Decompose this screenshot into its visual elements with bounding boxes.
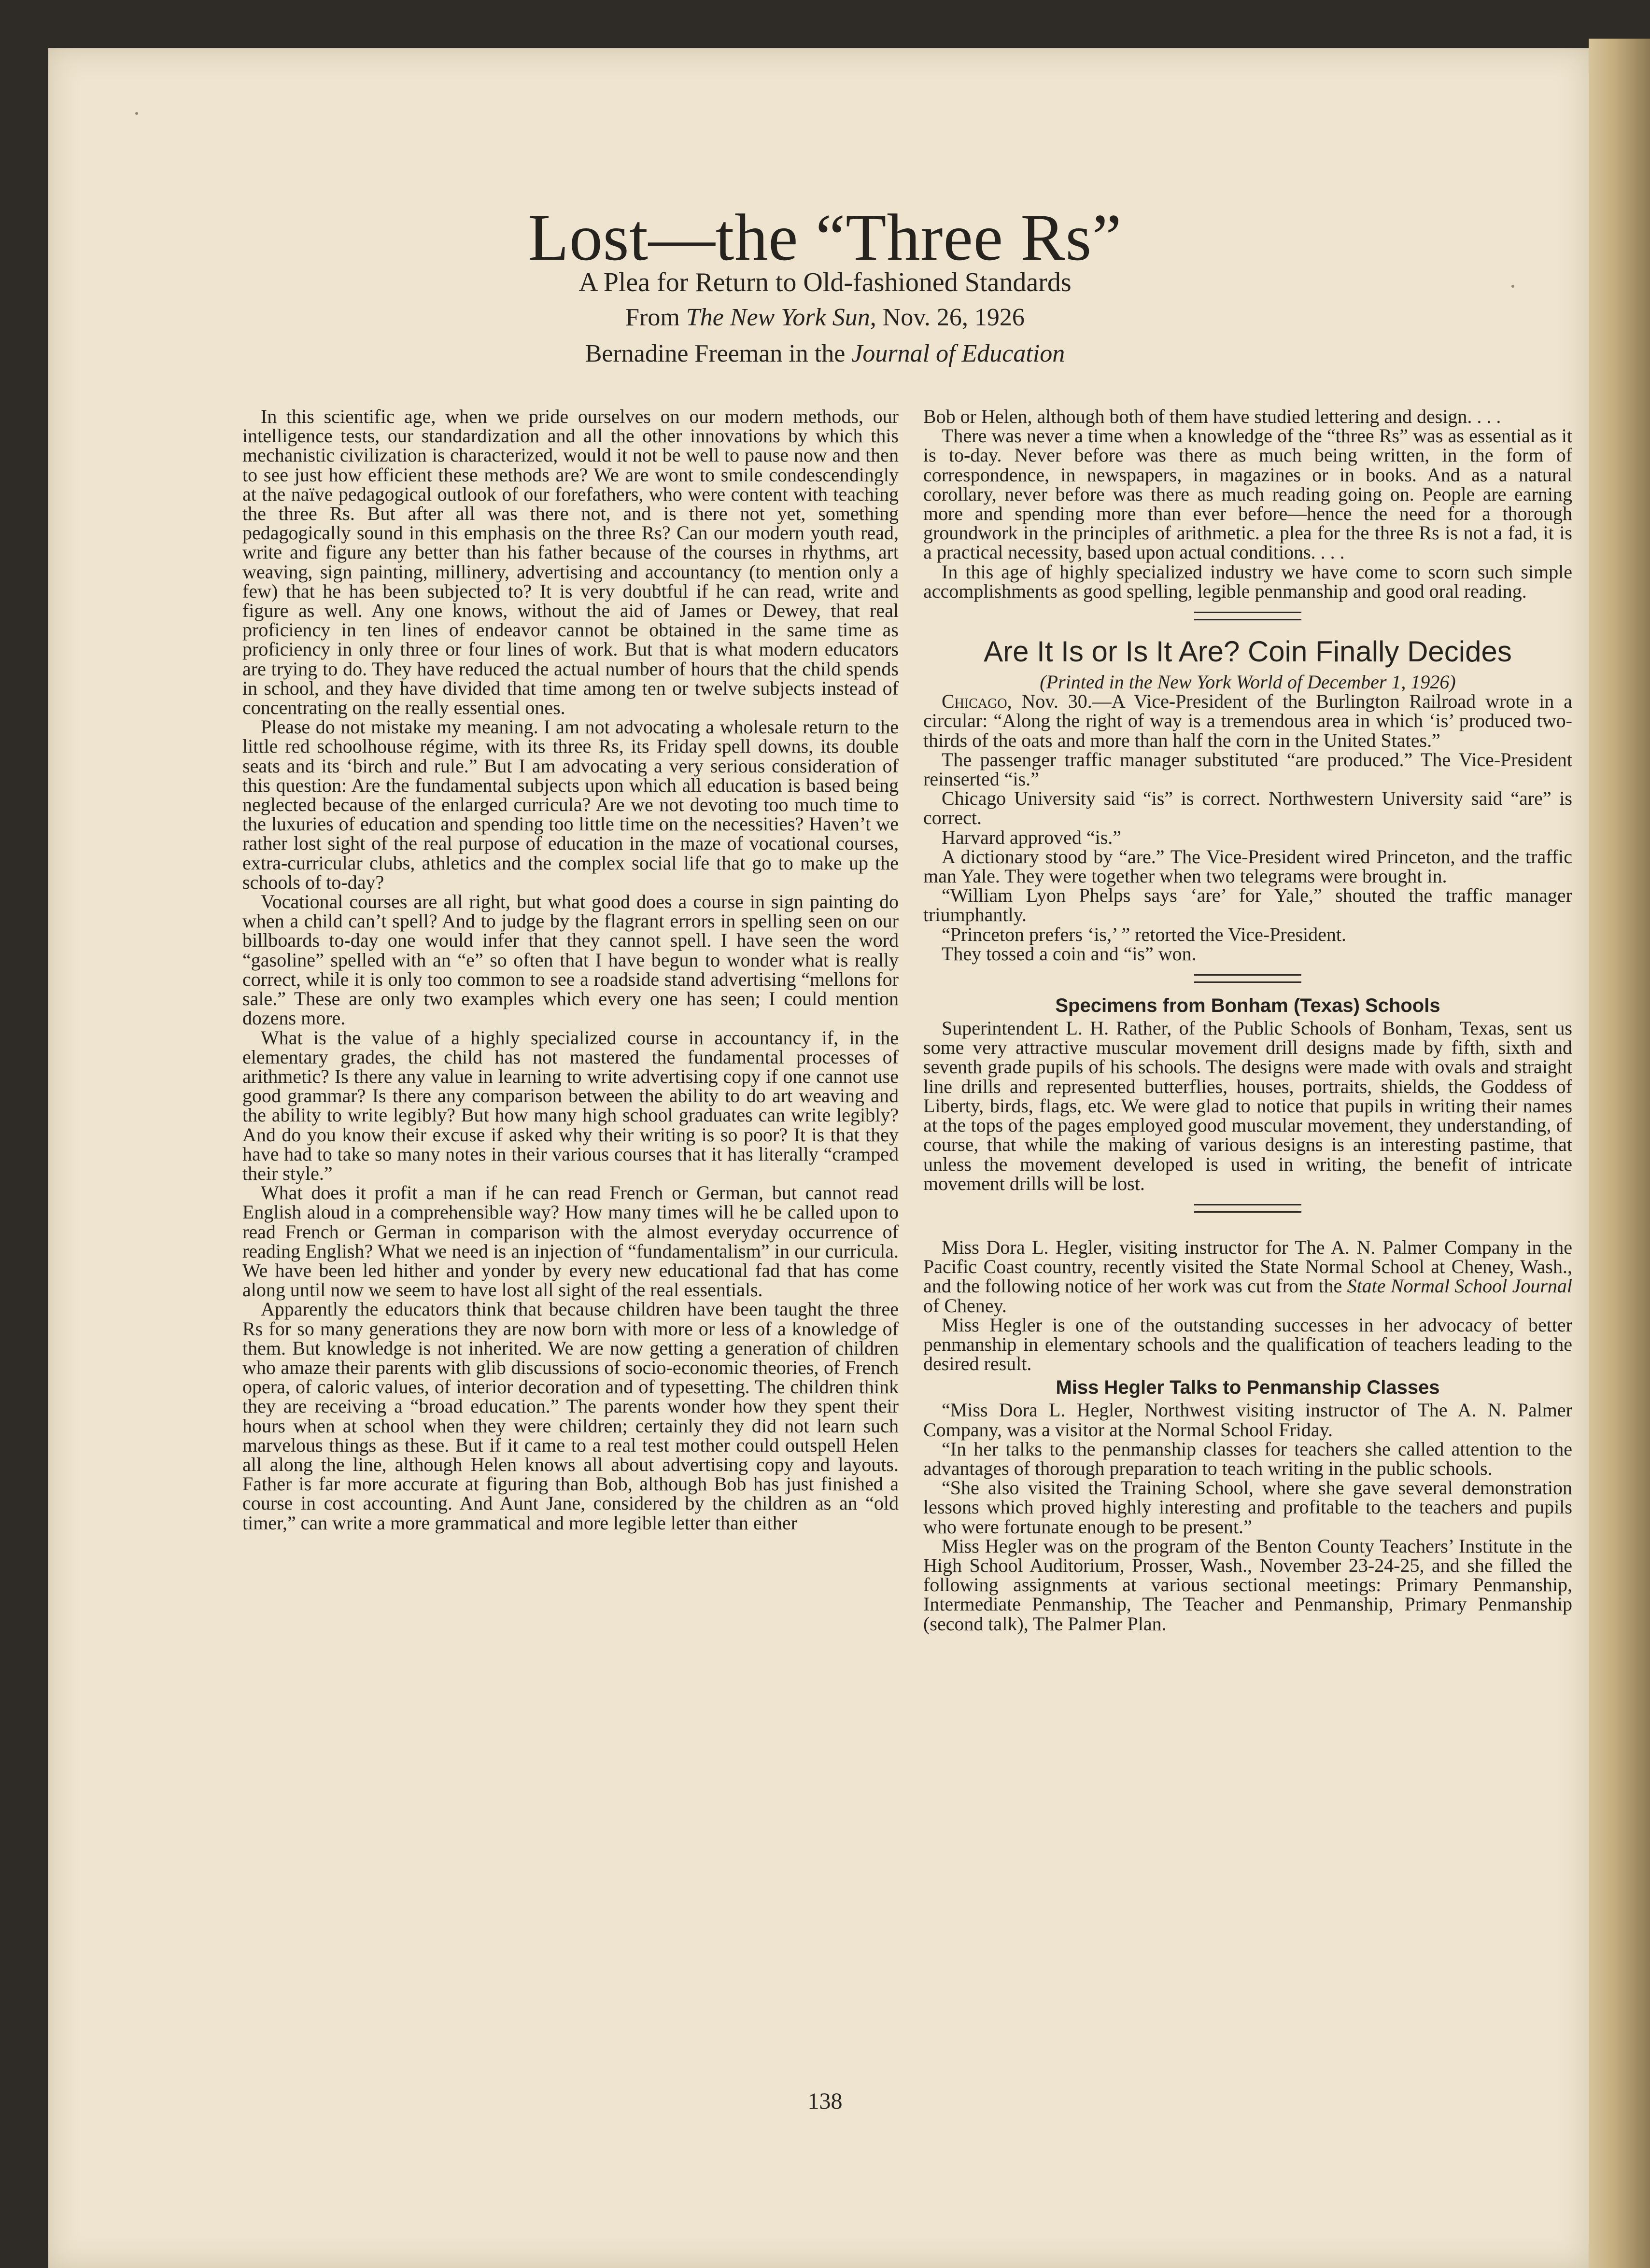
paragraph: Miss Hegler was on the program of the Benton County Teachers’ Institute in the High School Auditorium, Prosser, Wash., November 23-24-25, and she filled the following assignments at various sectional meetings: Primary Penmanship, Intermediate Penmanship, The Teacher and Penmanship, Primary Penmanship (second talk), The Palmer Plan. — [923, 1535, 1572, 1635]
hegler-heading: Miss Hegler Talks to Penmanship Classes — [1056, 1377, 1440, 1399]
coin-dateline: (Printed in the New York World of December 1, 1926) — [1040, 671, 1456, 693]
article-source — [0, 303, 1650, 332]
paragraph: “Miss Dora L. Hegler, Northwest visiting instructor of The A. N. Palmer Company, was a visitor at the Normal School Friday. — [923, 1399, 1572, 1441]
paragraph: “In her talks to the penmanship classes for teachers she called attention to the advantages of thorough preparation to teach writing in the public schools. — [923, 1438, 1572, 1479]
bonham-heading: Specimens from Bonham (Texas) Schools — [1055, 995, 1440, 1017]
byline-journal: Journal of Education — [851, 340, 1065, 367]
paragraph: In this scientific age, when we pride ourselves on our modern methods, our intelligence tests, our standardization and all the other innovations by which this mechanistic civilization is characterized, would it not be well to pause now and then to see just how efficient these methods are? We are wont to smile condescendingly at the naïve pedagogical outlook of our forefathers, who were content with teaching the three Rs. But after all was there not, and is there not yet, something pedagogically sound in this emphasis on the three Rs? Can our modern youth read, write and figure any better than his father because of the courses in rhythms, art weaving, sign painting, millinery, advertising and accountancy (to mention only a few) that he has been subjected to? It is very doubtful if he can read, write and figure as well. Any one knows, without the aid of James or Dewey, that real proficiency in ten lines of endeavor cannot be obtained in the same time as proficiency in only three or four lines of work. But that is what modern educators are trying to do. They have reduced the actual number of hours that the child spends in school, and they have divided that time among ten or twelve subjects instead of concentrating on the really essential ones. — [242, 406, 899, 719]
paragraph: Please do not mistake my meaning. I am not advocating a wholesale return to the little red schoolhouse régime, with its three Rs, its Friday spell downs, its double seats and its ‘birch and rule.” But I am advocating a very serious consideration of this question: Are the fundamental subjects upon which all education is based being neglected because of the enlarged curricula? Are we not devoting too much time to the luxuries of education and spending too little time on the necessities? Haven’t we rather lost sight of the real purpose of education in the maze of vocational courses, extra-curricular clubs, athletics and the complex social life that go to make up the schools of to-day? — [242, 716, 899, 893]
paragraph: The passenger traffic manager substituted “are produced.” The Vice-President reinserted “is.” — [923, 748, 1572, 790]
hegler-intro-text: Miss Dora L. Hegler, visiting instructor for The A. N. Palmer Company in the Pacific Coast country, recently visited the State Normal School at Cheney, Wash., and the following notice of her work was cut from the — [923, 1236, 1572, 1297]
paragraph: “William Lyon Phelps says ‘are’ for Yale,” shouted the traffic manager triumphantly. — [923, 884, 1572, 926]
source-prefix: From — [625, 304, 686, 331]
paragraph: Superintendent L. H. Rather, of the Public Schools of Bonham, Texas, sent us some very attractive muscular movement drill designs made by fifth, sixth and seventh grade pupils of his schools. The designs were made with ovals and straight line drills and represented butterflies, houses, portraits, shields, the Goddess of Liberty, birds, flags, etc. We were glad to notice that pupils in writing their names at the tops of the pages employed good muscular movement, they understanding, of course, that while the making of various designs is an interesting pastime, that unless the movement developed is used in writing, the benefit of intricate movement drills will be lost. — [923, 1017, 1572, 1194]
coin-first-paragraph — [923, 692, 1572, 750]
paragraph: Chicago University said “is” is correct. Northwestern University said “are” is correct. — [923, 787, 1572, 829]
paragraph: Miss Hegler is one of the outstanding successes in her advocacy of better penmanship in elementary schools and the qualification of teachers leading to the desired result. — [923, 1314, 1572, 1375]
source-paper: The New York Sun — [686, 304, 870, 331]
section-divider — [1194, 612, 1301, 620]
article-byline — [0, 339, 1650, 368]
paragraph: Bob or Helen, although both of them have studied lettering and design. . . . — [923, 406, 1501, 427]
paragraph: In this age of highly specialized industry we have come to scorn such simple accomplishments as good spelling, legible penmanship and good oral reading. — [923, 560, 1572, 602]
paragraph: What is the value of a highly specialized course in accountancy if, in the elementary grades, the child has not mastered the fundamental processes of arithmetic? Is there any value in learning to write advertising copy if one cannot use good grammar? Is there any comparison between the ability to do art weaving and the ability to write legibly? But how many high school graduates can write legibly? And do you know their excuse if asked why their writing is so poor? It is that they have had to take so many notes in their various courses that it has literally “cramped their style.” — [242, 1026, 899, 1184]
coin-place: Chicago, — [942, 690, 1012, 713]
paper-speck — [135, 112, 138, 115]
left-column — [242, 407, 899, 1533]
page-number: 138 — [807, 2088, 843, 2114]
paragraph: “Princeton prefers ‘is,’ ” retorted the Vice-President. — [942, 923, 1347, 945]
hegler-intro-paragraph — [923, 1238, 1572, 1316]
source-date: , Nov. 26, 1926 — [870, 304, 1025, 331]
hegler-intro-journal: State Normal School Journal — [1347, 1275, 1573, 1297]
paragraph: There was never a time when a knowledge of the “three Rs” was as essential as it is to-day. Never before was there as much being written, in the form of correspondence, in newspapers, in magazines or in books. And as a natural corollary, never before was there as much reading going on. People are earning more and spending more than ever before—hence the need for a thorough groundwork in the principles of arithmetic. a plea for the three Rs is not a fad, it is a practical necessity, based upon actual conditions. . . . — [923, 425, 1572, 563]
paragraph: “She also visited the Training School, where she gave several demonstration lessons which proved highly interesting and profitable to the teachers and pupils who were fortunate enough to be present.” — [923, 1477, 1572, 1538]
paragraph: Apparently the educators think that because children have been taught the three Rs for so many generations they are now born with more or less of a knowledge of them. But knowledge is not inherited. We are now getting a generation of children who amaze their parents with glib discussions of socio-economic theories, of French opera, of caloric values, of interior decoration and of typesetting. The children think they are receiving a “broad education.” The parents wonder how they spent their hours when at school when they were children; certainly they did not learn such marvelous things as these. But if it came to a real test mother could outspell Helen all along the line, although Helen knows all about advertising copy and layouts. Father is far more accurate at figuring than Bob, although Bob has just finished a course in cost accounting. And Aunt Jane, considered by the children as an “old timer,” can write a more grammatical and more legible letter than either — [242, 1298, 899, 1534]
paragraph: Vocational courses are all right, but what good does a course in sign painting do when a child can’t spell? And to judge by the flagrant errors in spelling seen on our billboards to-day one would infer that they cannot spell. I have seen the word “gasoline” spelled with an “e” so often that I have begun to wonder what is really correct, while it is only too common to see a roadside stand advertising “mellons for sale.” These are only two examples which every one has seen; I could mention dozens more. — [242, 891, 899, 1029]
article-title: Lost—the “Three Rs” — [528, 200, 1122, 274]
page-edge — [1589, 39, 1650, 2268]
hegler-intro-tail: of Cheney. — [923, 1294, 1007, 1316]
byline-prefix: Bernadine Freeman in the — [585, 340, 852, 367]
paragraph: They tossed a coin and “is” won. — [942, 942, 1197, 965]
coin-first-text: Nov. 30.—A Vice-President of the Burlington Railroad wrote in a circular: “Along the right of way is a tremendous area in which ‘is’ produced two-thirds of the oats and more than half the corn in the United States.” — [923, 690, 1572, 751]
paragraph: A dictionary stood by “are.” The Vice-President wired Princeton, and the traffic man Yale. They were together when two telegrams were brought in. — [923, 845, 1572, 887]
coin-heading: Are It Is or Is It Are? Coin Finally Decides — [984, 635, 1512, 668]
paragraph: What does it profit a man if he can read French or German, but cannot read English aloud in a comprehensible way? How many times will he be called upon to read French or German in comparison with the almost everyday occurrence of reading English? What we need is an injection of “fundamentalism” in our curricula. We have been led hither and yonder by every new educational fad that has come along until now we seem to have lost all sight of the real essentials. — [242, 1182, 899, 1301]
article-subtitle: A Plea for Return to Old-fashioned Standards — [578, 267, 1072, 297]
section-divider — [1194, 974, 1301, 983]
right-column — [923, 407, 1572, 1634]
section-divider — [1194, 1204, 1301, 1213]
paragraph: Harvard approved “is.” — [942, 826, 1122, 848]
